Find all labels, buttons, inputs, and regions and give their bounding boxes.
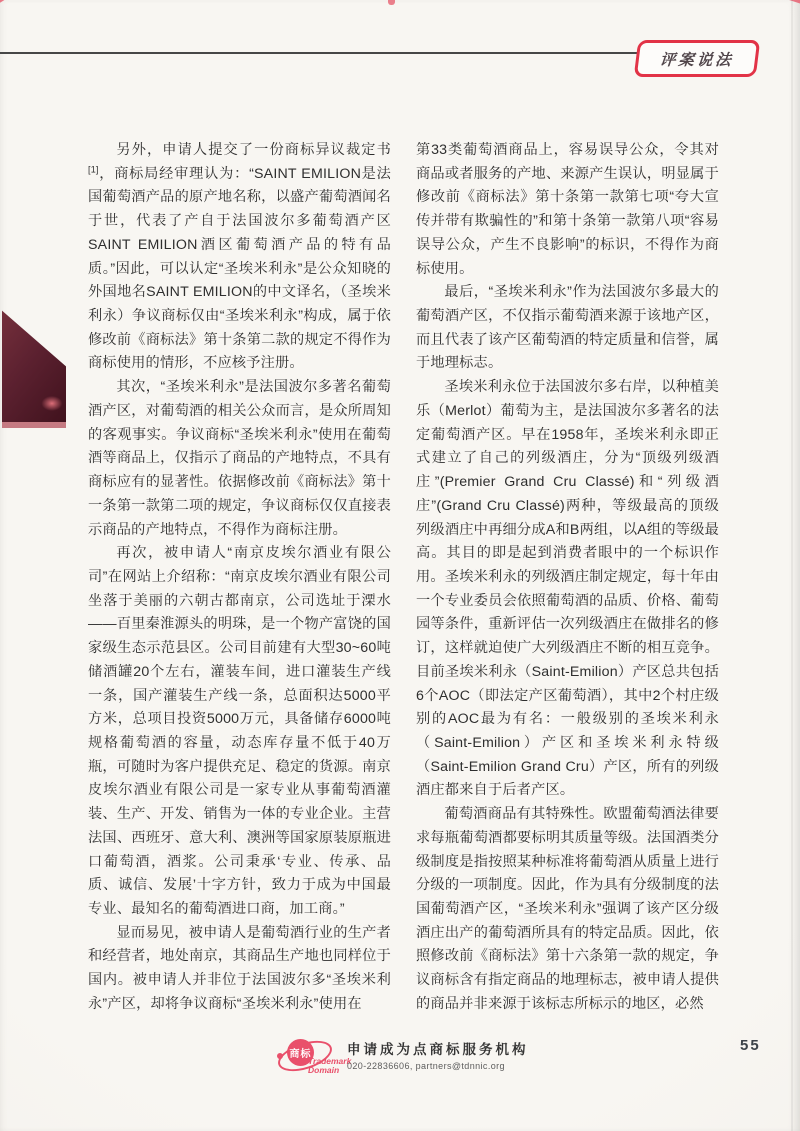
text-column-left [88,139,391,1017]
text-column-right [416,139,719,1017]
logo-brand-line1: Trademark [308,1056,352,1066]
orbit-dot-icon [277,1053,283,1059]
paragraph-right-4: 葡萄酒商品有其特殊性。欧盟葡萄酒法律要求每瓶葡萄酒都要标明其质量等级。法国酒类分级制度是指按照某种标准将葡萄酒从质量上进行分级的一项制度。因此，作为具有分级制度的法国葡萄酒产区，“圣埃米利永”强调了该产区分级酒庄出产的葡萄酒所具有的特定品质。因此，依照修改前《商标法》第十六条第一款的规定，争议商标含有指定商品的地理标志，被申请人提供的商品并非来源于该标志所标示的地区，必然 [416,806,719,1012]
side-photo-wine-image [2,147,66,428]
paragraph-left-1-text: 另外，申请人提交了一份商标异议裁定书 [116,142,391,158]
page-number: 55 [740,1037,761,1054]
header-rule [0,52,641,54]
print-bleed-mark-top-left [0,0,17,3]
photo-bottom-band [2,422,66,428]
photo-dark-bottle-shape [2,306,66,422]
paragraph-left-4: 显而易见，被申请人是葡萄酒行业的生产者和经营者，地处南京，其商品生产地也同样位于国内。被申请人并非位于法国波尔多“圣埃米利永”产区，却将争议商标“圣埃米利永”使用在 [88,924,391,1012]
logo-globe-icon: 商标 [287,1039,314,1066]
logo-brand-text [308,1057,351,1075]
paragraph-right-3: 圣埃米利永位于法国波尔多右岸，以种植美乐（Merlot）葡萄为主，是法国波尔多著名的法定葡萄酒产区。早在1958年，圣埃米利永即正式建立了自己的列级酒庄，分为“顶级列级酒庄”(Premier Grand Cru Classé)和“列级酒庄”(Grand Cru Classé)两种，等级最高的顶级列级酒庄中再细分成A和B两组，以A组的等级最高。其目的即是起到消费者眼中的一个标识作用。圣埃米利永的列级酒庄制定规定，每十年由一个专业委员会依照葡萄酒的品质、价格、葡萄园等条件，重新评估一次列级酒庄在做排名的修订，这样就迫使广大列级酒庄不断的相互竞争。目前圣埃米利永（Saint-Emilion）产区总共包括6个AOC（即法定产区葡萄酒），其中2个村庄级别的AOC最为有名：一般级别的圣埃米利永（Saint-Emilion）产区和圣埃米利永特级（Saint-Emilion Grand Cru）产区，所有的列级酒庄都来自于后者产区。 [416,379,719,799]
trademark-domain-logo [280,1036,352,1078]
logo-brand-line2: Domain [308,1065,340,1075]
paragraph-left-3: 再次，被申请人“南京皮埃尔酒业有限公司”在网站上介绍称：“南京皮埃尔酒业有限公司坐落于美丽的六朝古都南京，公司选址于溧水——百里秦淮源头的明珠，是一个物产富饶的国家级生态示范县区。公司目前建有大型30~60吨储酒罐20个左右，灌装车间，进口灌装生产线一条，国产灌装生产线一条，总面积达5000平方米，总项目投资5000万元，具备储存6000吨规格葡萄酒的容量，动态库存量不低于40万瓶，可随时为客户提供充足、稳定的货源。南京皮埃尔酒业有限公司是一家专业从事葡萄酒灌装、生产、开发、销售为一体的专业企业。主营法国、西班牙、意大利、澳洲等国家原装原瓶进口葡萄酒，酒浆。公司秉承‘专业、传承、品质、诚信、发展’十字方针，致力于成为中国最专业、最知名的葡萄酒进口商，加工商。” [88,545,391,917]
paragraph-left-1-continued: ，商标局经审理认为：“SAINT EMILION是法国葡萄酒产品的原产地名称，以盛产葡萄酒闻名于世，代表了产自于法国波尔多葡萄酒产区SAINT EMILION酒区葡萄酒产品的特有品质。”因此，可以认定“圣埃米利永”是公众知晓的外国地名SAINT EMILION的中文译名，（圣埃米利永）争议商标仅由“圣埃米利永”构成，属于依修改前《商标法》第十条第二款的规定不得作为商标使用的情形，不应核予注册。 [88,165,391,372]
section-tab-label: 评案说法 [659,51,735,69]
paragraph-right-2: 最后，“圣埃米利永”作为法国波尔多最大的葡萄酒产区，不仅指示葡萄酒来源于该地产区，而且代表了该产区葡萄酒的特定质量和信誉，属于地理标志。 [416,284,719,372]
print-bleed-mark-top-middle [388,0,395,5]
paragraph-left-1 [88,139,391,376]
section-tab [634,40,761,77]
footer-service-info [347,1038,529,1071]
footnote-marker: [1] [88,163,99,174]
paragraph-right-1-continuation: 第33类葡萄酒商品上，容易误导公众，令其对商品或者服务的产地、来源产生误认，明显属于修改前《商标法》第十条第一款第七项“夸大宣传并带有欺骗性的”和第十条第一款第八项“容易误导公众，产生不良影响”的标识，不得作为商标使用。 [416,142,719,277]
scan-edge-shadow [791,0,793,1131]
print-bleed-mark-top-right [778,0,800,5]
paragraph-left-2: 其次，“圣埃米利永”是法国波尔多著名葡萄酒产区，对葡萄酒的相关公众而言，是众所周知的客观事实。争议商标“圣埃米利永”使用在葡萄酒等商品上，仅指示了商品的产地特点，不具有商标应有的显著性。依据修改前《商标法》第十一条第一款第二项的规定，争议商标仅仅直接表示商品的产地特点，不得作为商标注册。 [88,379,391,538]
footer-contact: 020-22836606, partners@tdnnic.org [347,1061,505,1071]
footer-slogan: 申请成为点商标服务机构 [347,1042,529,1057]
